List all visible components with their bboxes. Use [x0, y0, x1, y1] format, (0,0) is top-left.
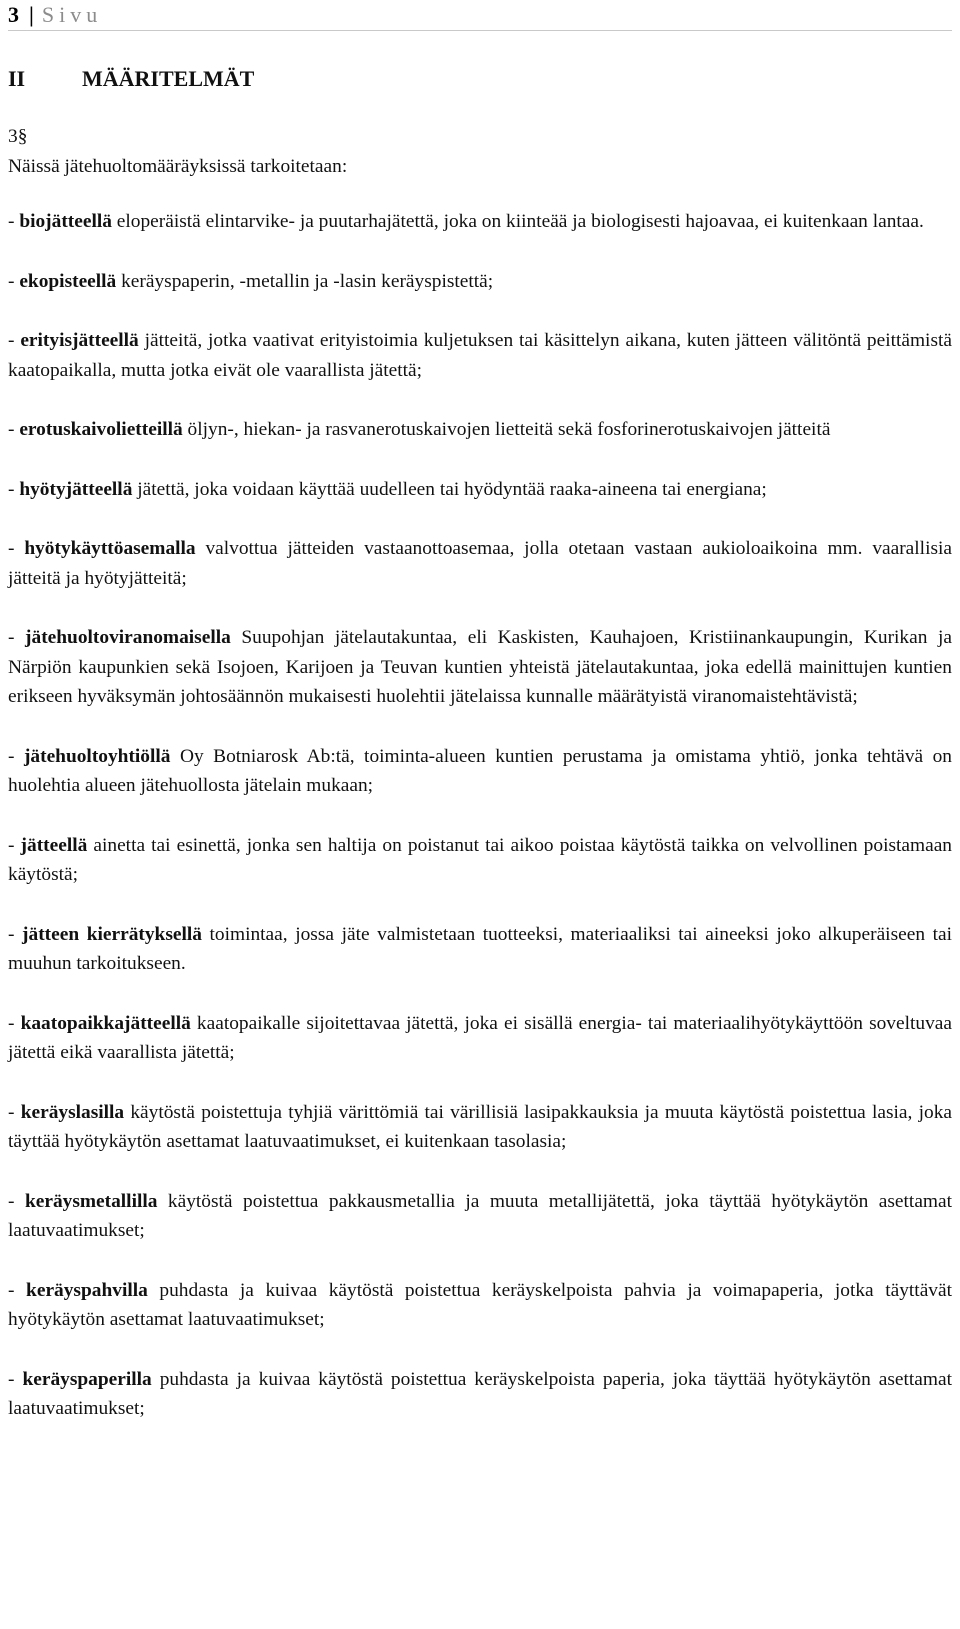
definition-item: [8, 742, 952, 801]
definition-dash: -: [8, 1368, 23, 1390]
paragraph-sign: 3§: [8, 126, 28, 147]
definition-dash: -: [8, 1279, 27, 1301]
intro-text: Näissä jätehuoltomääräyksissä tarkoitetaan:: [8, 155, 348, 177]
definition-dash: -: [8, 627, 26, 648]
definition-dash: -: [8, 1012, 21, 1034]
definition-item: [8, 1009, 952, 1068]
definition-text: kaatopaikalle sijoitettavaa jätettä, joka ei sisällä energia- tai materiaalihyötykäyttöön soveltuvaa jätettä eikä vaarallista jätettä;: [8, 1012, 952, 1063]
definition-dash: -: [8, 1101, 21, 1123]
definition-item: [8, 1365, 952, 1424]
definition-dash: -: [8, 538, 25, 559]
definition-dash: -: [8, 1190, 25, 1212]
definition-term: erityisjätteellä: [20, 330, 139, 351]
definition-text: jätteitä, jotka vaativat erityistoimia kuljetuksen tai käsittelyn aikana, kuten jätteen välitöntä peittämistä kaatopaikalla, mutta jotka eivät ole vaarallista jätettä;: [8, 330, 952, 381]
header-separator: |: [29, 2, 34, 27]
definition-dash: -: [8, 419, 20, 440]
definition-item: [8, 1276, 952, 1335]
definition-item: [8, 623, 952, 712]
definition-text: keräyspaperin, -metallin ja -lasin keräyspistettä;: [116, 270, 494, 292]
definition-item: [8, 920, 952, 979]
definition-term: keräyspahvilla: [26, 1279, 148, 1301]
definition-term: jätehuoltoviranomaisella: [25, 627, 231, 648]
definition-item: [8, 1187, 952, 1246]
page-number: 3: [8, 2, 19, 27]
definition-text: öljyn-, hiekan- ja rasvanerotuskaivojen lietteitä sekä fosforinerotuskaivojen jätteitä: [182, 419, 831, 440]
definition-text: valvottua jätteiden vastaanottoasemaa, jolla otetaan vastaan aukioloaikoina mm. vaarallisia jätteitä ja hyötyjätteitä;: [8, 538, 952, 589]
definition-text: käytöstä poistettuja tyhjiä värittömiä tai värillisiä lasipakkauksia ja muuta käytöstä poistettua lasia, joka täyttää hyötykäytön asettamat laatuvaatimukset, ei kuitenkaan tasolasia;: [8, 1101, 953, 1152]
page-word: Sivu: [41, 2, 103, 27]
definition-dash: -: [8, 745, 24, 767]
definition-term: hyötyjätteellä: [19, 478, 133, 500]
definition-term: ekopisteellä: [19, 270, 117, 292]
definition-term: keräyspaperilla: [22, 1368, 152, 1390]
definition-dash: -: [8, 478, 20, 500]
definition-item: [8, 415, 952, 445]
definition-text: eloperäistä elintarvike- ja puutarhajätettä, joka on kiinteää ja biologisesti hajoavaa, ei kuitenkaan lantaa.: [111, 211, 924, 232]
definition-text: käytöstä poistettua pakkausmetallia ja muuta metallijätettä, joka täyttää hyötykäytön asettamat laatuvaatimukset;: [8, 1190, 952, 1241]
document-page: [8, 0, 952, 1424]
definition-text: Oy Botniarosk Ab:tä, toiminta-alueen kuntien perustama ja omistama yhtiö, jonka tehtävä on huolehtia alueen jätehuollosta jätelain mukaan;: [8, 745, 952, 796]
definition-item: [8, 326, 952, 385]
definition-text: puhdasta ja kuivaa käytöstä poistettua keräyskelpoista paperia, joka täyttää hyötykäytön asettamat laatuvaatimukset;: [8, 1368, 952, 1419]
definition-term: hyötykäyttöasemalla: [24, 538, 196, 559]
definition-term: jätehuoltoyhtiöllä: [23, 745, 171, 767]
section-number: II: [8, 66, 26, 91]
section-title: MÄÄRITELMÄT: [82, 66, 255, 91]
definition-item: [8, 831, 952, 890]
definition-item: [8, 267, 952, 297]
definition-term: jätteen kierrätyksellä: [22, 923, 202, 945]
definition-dash: -: [8, 270, 20, 292]
definition-term: keräysmetallilla: [24, 1190, 158, 1212]
definition-dash: -: [8, 923, 23, 945]
definition-item: [8, 475, 952, 505]
definition-item: [8, 534, 952, 593]
definition-term: jätteellä: [20, 834, 88, 856]
definition-dash: -: [8, 330, 21, 351]
definition-term: erotuskaivolietteillä: [19, 419, 183, 440]
definition-dash: -: [8, 834, 21, 856]
definition-item: [8, 1098, 952, 1157]
definition-item: [8, 207, 952, 237]
definition-text: Suupohjan jätelautakuntaa, eli Kaskisten, Kauhajoen, Kristiinankaupungin, Kurikan ja Närpiön kaupunkien sekä Isojoen, Karijoen ja Teuvan kuntien yhteistä jätelautakuntaa, joka edellä mainittujen kuntien erikseen hyväksymän johtosäännön mukaisesti huolehtii jätelaissa kunnalle määrätyistä viranomaistehtävistä;: [8, 627, 952, 707]
definition-text: jätettä, joka voidaan käyttää uudelleen tai hyödyntää raaka-aineena tai energiana;: [132, 478, 767, 500]
definition-text: toimintaa, jossa jäte valmistetaan tuotteeksi, materiaaliksi tai aineeksi joko alkuperäiseen tai muuhun tarkoitukseen.: [8, 923, 952, 974]
definition-dash: -: [8, 211, 20, 232]
definition-text: ainetta tai esinettä, jonka sen haltija on poistanut tai aikoo poistaa käytöstä taikka on velvollinen poistamaan käytöstä;: [8, 834, 952, 885]
section-heading: [8, 64, 952, 94]
definition-text: puhdasta ja kuivaa käytöstä poistettua keräyskelpoista pahvia ja voimapaperia, jotka täyttävät hyötykäytön asettamat laatuvaatimukset;: [8, 1279, 952, 1330]
definition-term: biojätteellä: [19, 211, 112, 232]
definition-term: kaatopaikkajätteellä: [20, 1012, 191, 1034]
definition-term: keräyslasilla: [20, 1101, 125, 1123]
page-header: [8, 0, 952, 31]
